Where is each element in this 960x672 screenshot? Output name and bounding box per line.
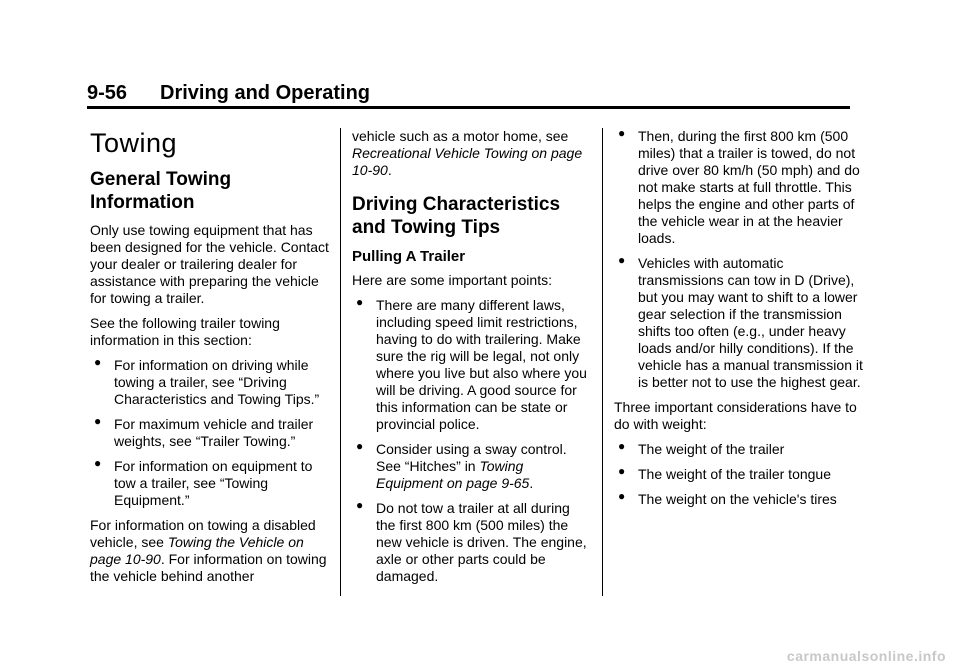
bullet-icon: ● <box>356 498 364 512</box>
paragraph: Here are some important points: <box>352 272 552 288</box>
bullet-list <box>352 297 592 585</box>
section-heading: Driving Characteristics and Towing Tips <box>352 194 561 238</box>
paragraph: For information on towing a disabled vehicle, see Towing the Vehicle on page 10-90. For information on towing the vehicle behind another <box>90 517 327 584</box>
bullet-icon: ● <box>618 439 626 453</box>
bullet-list <box>90 357 330 509</box>
bullet-icon: ● <box>618 126 626 140</box>
page-header <box>87 82 850 109</box>
paragraph: Three important considerations have to do with weight: <box>614 399 857 432</box>
subsection-heading: Pulling A Trailer <box>352 248 466 265</box>
list-item: ● Then, during the first 800 km (500 miles) that a trailer is towed, do not drive over 80 km/h (50 mph) and do not make starts at full throttle. This helps the engine and other parts of the vehicle wear in at the heavier loads. <box>618 126 860 246</box>
bullet-icon: ● <box>356 295 364 309</box>
list-item: ● There are many different laws, including speed limit restrictions, having to do with trailering. Make sure the rig will be legal, not only where you live but also where you will be driving. A good source for this information can be state or provincial police. <box>356 295 587 432</box>
section-heading: General Towing Information <box>90 169 232 213</box>
bullet-list <box>614 128 864 391</box>
list-item: ● The weight on the vehicle's tires <box>618 489 837 507</box>
list-item: ● The weight of the trailer <box>618 439 785 457</box>
paragraph: vehicle such as a motor home, see Recreational Vehicle Towing on page 10-90. <box>352 128 583 178</box>
cross-reference-link[interactable]: Towing Equipment on page 9-65 <box>376 458 530 491</box>
column-2 <box>352 128 592 593</box>
list-item: ● For information on driving while towing a trailer, see “Driving Characteristics and Towing Tips.” <box>94 355 320 407</box>
list-item: ● Consider using a sway control. See “Hitches” in Towing Equipment on page 9-65. <box>356 439 567 491</box>
list-item: ● Vehicles with automatic transmissions can tow in D (Drive), but you may want to shift to a lower gear selection if the transmission shifts too often (e.g., under heavy loads and/or hilly conditions). If the vehicle has a manual transmission it is better not to use the highest gear. <box>618 253 863 390</box>
cross-reference-link[interactable]: Towing the Vehicle on page 10-90 <box>90 534 304 567</box>
bullet-list <box>614 441 864 508</box>
bullet-icon: ● <box>356 439 364 453</box>
column-divider <box>602 128 603 596</box>
bullet-icon: ● <box>94 456 102 470</box>
column-divider <box>340 128 341 596</box>
list-item: ● The weight of the trailer tongue <box>618 464 832 482</box>
paragraph: Only use towing equipment that has been designed for the vehicle. Contact your dealer or trailering dealer for assistance with preparing the vehicle for towing a trailer. <box>90 222 329 306</box>
paragraph: See the following trailer towing information in this section: <box>90 315 280 348</box>
cross-reference-link[interactable]: Recreational Vehicle Towing on page 10-90 <box>352 145 583 178</box>
column-3 <box>614 128 864 516</box>
bullet-icon: ● <box>94 355 102 369</box>
watermark: carmanualsonline.info <box>786 648 946 664</box>
list-item: ● For information on equipment to tow a trailer, see “Towing Equipment.” <box>94 456 313 508</box>
bullet-icon: ● <box>618 253 626 267</box>
page-number: 9-56 <box>87 82 128 104</box>
list-item: ● Do not tow a trailer at all during the first 800 km (500 miles) the new vehicle is driven. The engine, axle or other parts could be damaged. <box>356 498 587 584</box>
section-title: Driving and Operating <box>160 82 371 104</box>
bullet-icon: ● <box>618 489 626 503</box>
bullet-icon: ● <box>94 414 102 428</box>
page-title: Towing <box>90 128 178 158</box>
list-item: ● For maximum vehicle and trailer weights, see “Trailer Towing.” <box>94 414 314 449</box>
bullet-icon: ● <box>618 464 626 478</box>
column-1 <box>90 128 330 593</box>
